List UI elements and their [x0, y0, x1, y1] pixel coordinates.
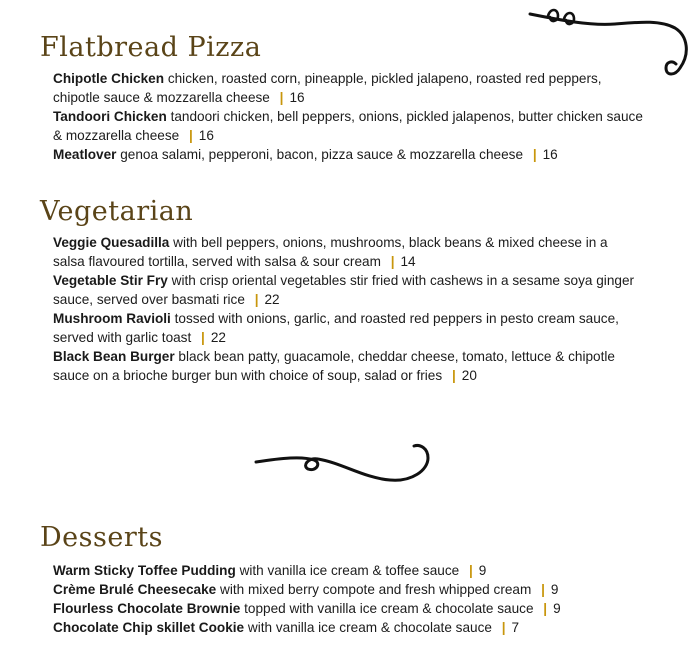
menu-item — [53, 309, 643, 347]
price-separator: | — [279, 90, 284, 105]
item-price: 14 — [400, 254, 416, 269]
item-name: Vegetable Stir Fry — [53, 273, 168, 288]
item-name: Flourless Chocolate Brownie — [53, 601, 241, 616]
item-price: 22 — [264, 292, 280, 307]
item-name: Warm Sticky Toffee Pudding — [53, 563, 236, 578]
price-separator: | — [543, 601, 548, 616]
item-name: Chocolate Chip skillet Cookie — [53, 620, 245, 635]
menu-items — [53, 233, 643, 385]
menu-item — [53, 347, 643, 385]
menu-item — [53, 107, 643, 145]
item-price: 9 — [478, 563, 487, 578]
item-description: genoa salami, pepperoni, bacon, pizza sauce & mozzarella cheese — [120, 147, 524, 162]
item-name: Meatlover — [53, 147, 117, 162]
menu-item — [53, 580, 683, 599]
item-name: Black Bean Burger — [53, 349, 175, 364]
item-description: with mixed berry compote and fresh whipped cream — [220, 582, 532, 597]
divider-swirl-flourish-icon — [252, 440, 444, 490]
item-description: topped with vanilla ice cream & chocolate sauce — [244, 601, 534, 616]
item-description: with bell peppers, onions, mushrooms, black beans & mixed cheese in a salsa flavoured tortilla, served with salsa & sour cream — [53, 235, 608, 269]
item-name: Tandoori Chicken — [53, 109, 167, 124]
item-description: with vanilla ice cream & chocolate sauce — [247, 620, 492, 635]
item-description: with crisp oriental vegetables stir fried with cashews in a sesame soya ginger sauce, served over basmati rice — [53, 273, 635, 307]
item-name: Crème Brulé Cheesecake — [53, 582, 217, 597]
item-description: tandoori chicken, bell peppers, onions, pickled jalapenos, butter chicken sauce & mozzarella cheese — [53, 109, 643, 143]
price-separator: | — [501, 620, 506, 635]
menu-item — [53, 145, 643, 164]
price-separator: | — [201, 330, 205, 345]
section-title: Vegetarian — [40, 196, 194, 227]
item-price: 16 — [289, 90, 305, 105]
price-separator: | — [532, 147, 537, 162]
price-separator: | — [254, 292, 259, 307]
item-description: chicken, roasted corn, pineapple, pickled jalapeno, roasted red peppers, chipotle sauce & mozzarella cheese — [53, 71, 602, 105]
price-separator: | — [541, 582, 545, 597]
menu-item — [53, 618, 683, 637]
item-price: 16 — [542, 147, 558, 162]
item-description: black bean patty, guacamole, cheddar cheese, tomato, lettuce & chipotle sauce on a brioche burger bun with choice of soup, salad or fries — [53, 349, 615, 383]
price-separator: | — [468, 563, 473, 578]
menu-items — [53, 69, 643, 164]
item-name: Chipotle Chicken — [53, 71, 165, 86]
item-price: 20 — [461, 368, 477, 383]
item-price: 9 — [550, 582, 559, 597]
item-name: Mushroom Ravioli — [53, 311, 171, 326]
section-title: Flatbread Pizza — [40, 32, 262, 63]
item-name: Veggie Quesadilla — [53, 235, 170, 250]
menu-item — [53, 599, 683, 618]
item-price: 22 — [210, 330, 226, 345]
menu-item — [53, 561, 683, 580]
menu-item — [53, 233, 643, 271]
price-separator: | — [390, 254, 395, 269]
menu-items — [53, 561, 683, 637]
item-description: with vanilla ice cream & toffee sauce — [239, 563, 460, 578]
section-title: Desserts — [40, 522, 163, 553]
price-separator: | — [188, 128, 193, 143]
item-price: 16 — [198, 128, 214, 143]
item-price: 9 — [553, 601, 561, 616]
item-description: tossed with onions, garlic, and roasted red peppers in pesto cream sauce, served with garlic toast — [53, 311, 619, 345]
menu-item — [53, 271, 643, 309]
item-price: 7 — [511, 620, 520, 635]
menu-item — [53, 69, 643, 107]
price-separator: | — [451, 368, 456, 383]
